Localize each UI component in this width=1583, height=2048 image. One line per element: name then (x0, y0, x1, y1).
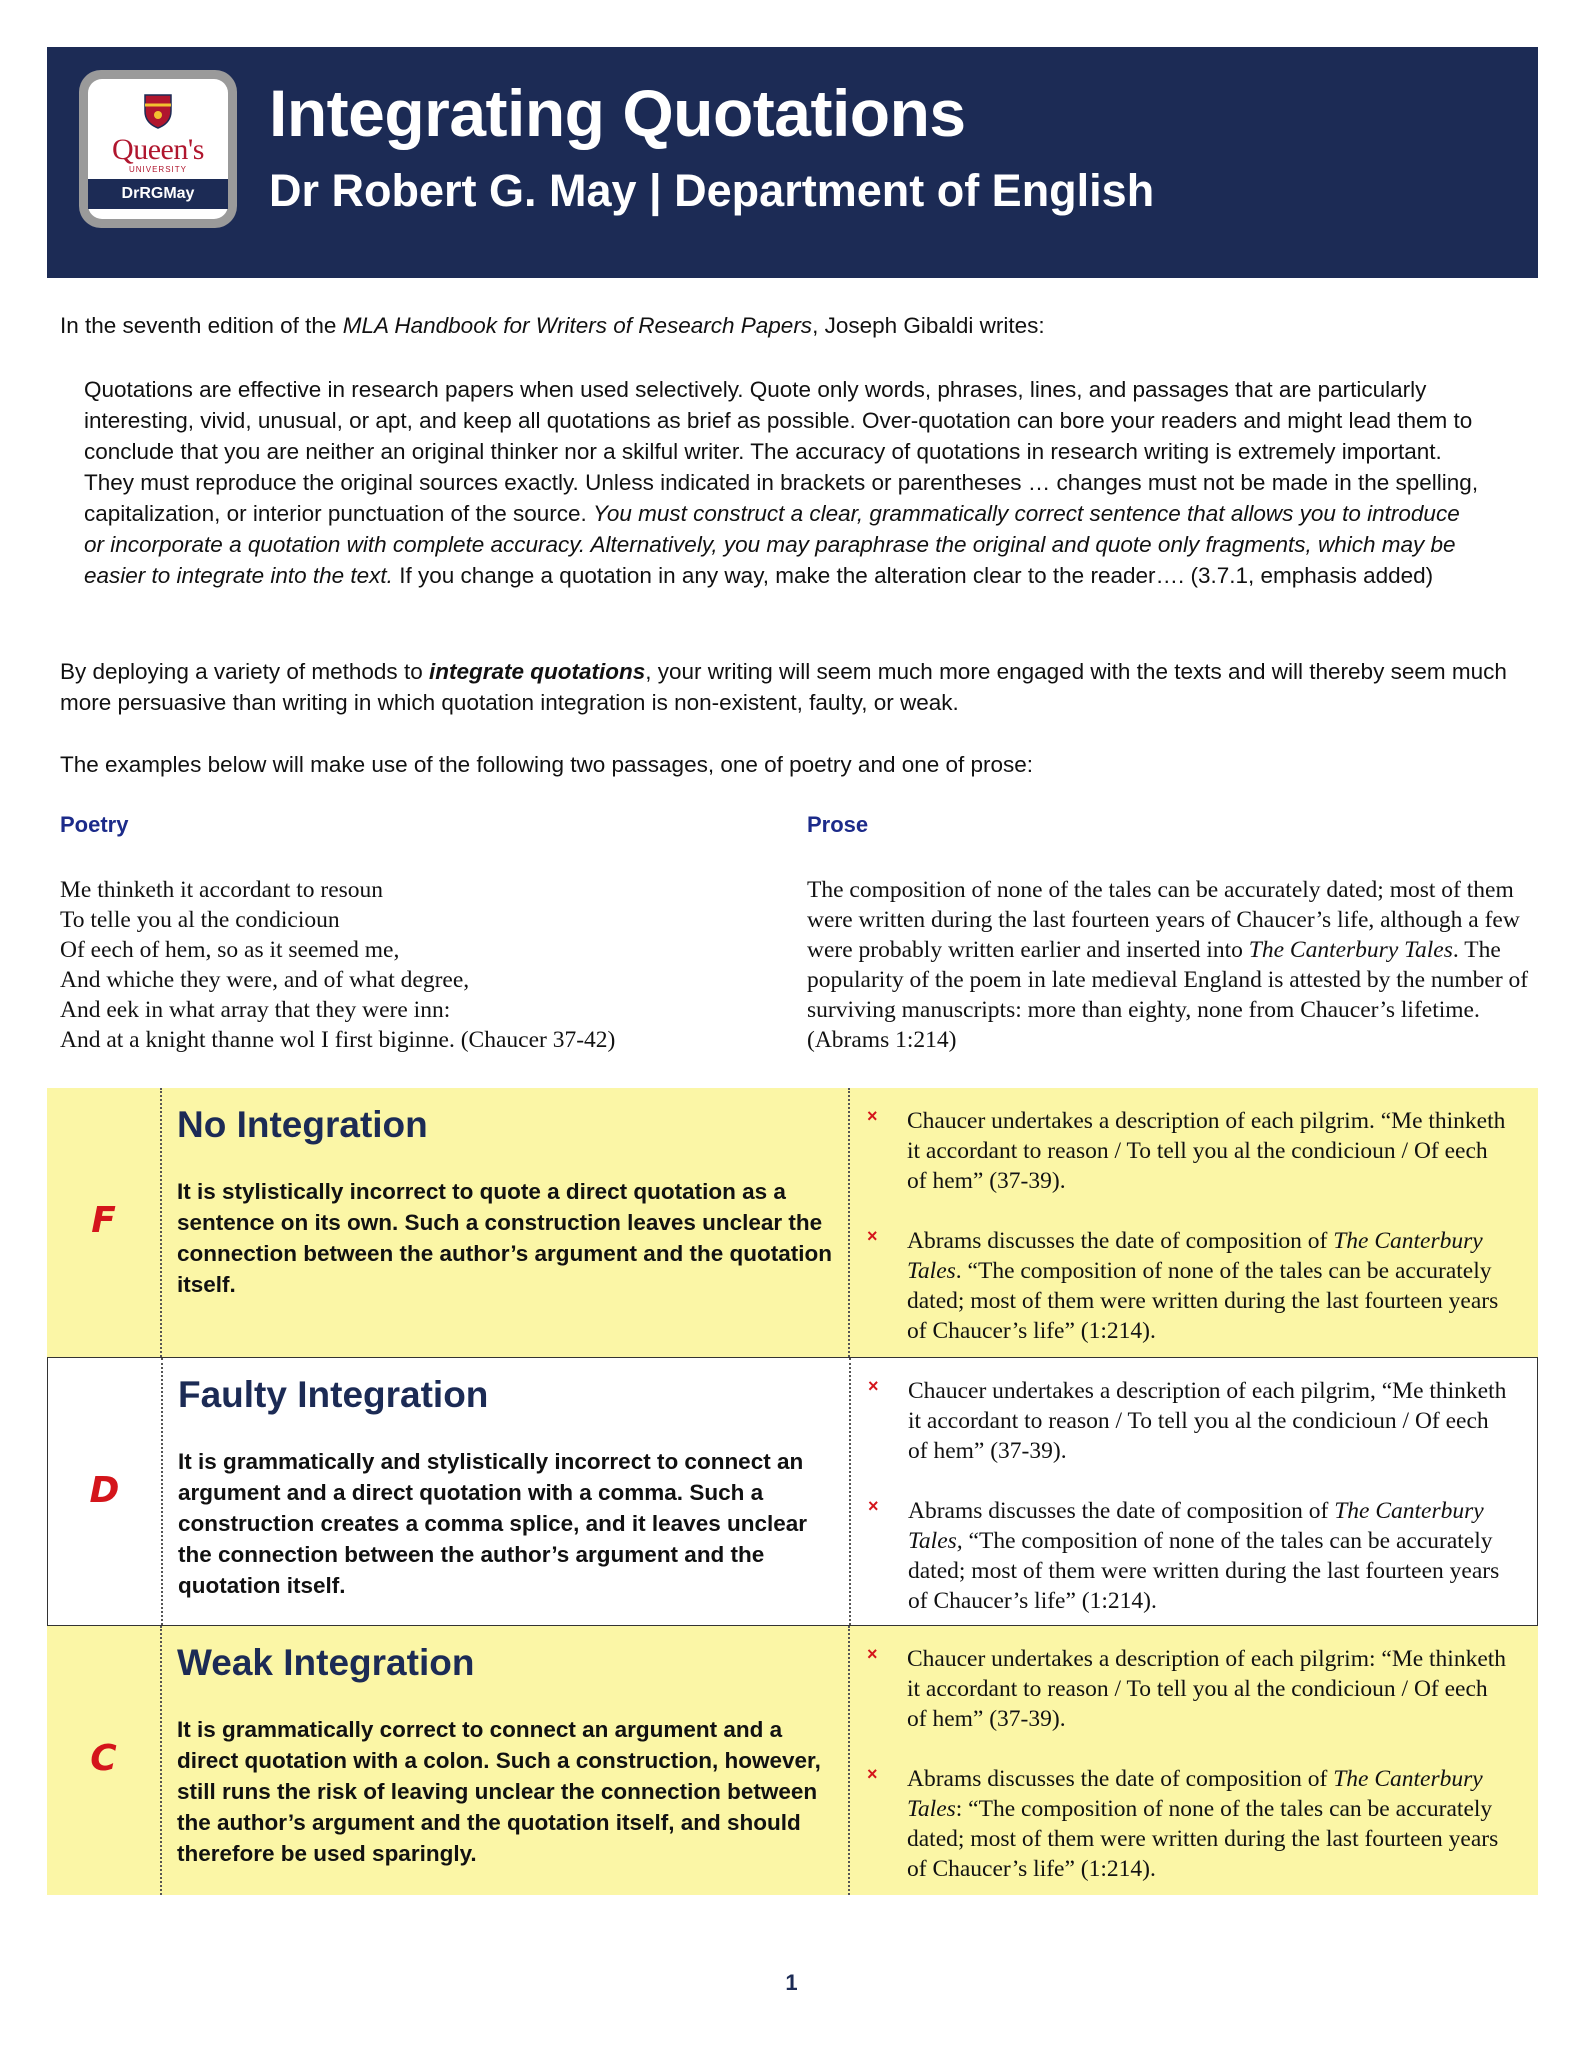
key-term: integrate quotations (428, 659, 646, 684)
row-title: Weak Integration (177, 1642, 475, 1683)
x-mark-icon: × (867, 1226, 878, 1246)
example-chaucer: Chaucer undertakes a description of each pilgrim: “Me thinketh it accordant to reason / To tell you al the condicioun / Of eech of hem” (37-39). (907, 1646, 1507, 1732)
poem-line: Of eech of hem, so as it seemed me, (60, 937, 400, 963)
page-subtitle: Dr Robert G. May | Department of English (269, 165, 1155, 216)
poem-line: And at a knight thanne wol I first biginne. (Chaucer 37-42) (60, 1027, 616, 1053)
example-abrams: Abrams discusses the date of composition of The Canterbury Tales: “The composition of none of the tales can be accurately dated; most of them were written during the last fourteen years of Chaucer’s life” (1:214). (907, 1766, 1499, 1882)
book-title: MLA Handbook for Writers of Research Papers (342, 313, 813, 338)
poem-line: And eek in what array that they were inn: (60, 997, 451, 1023)
grade-f: F (91, 1200, 116, 1241)
poetry-heading: Poetry (60, 812, 129, 837)
logo-wordmark: Queen's (112, 133, 204, 166)
x-mark-icon: × (868, 1496, 879, 1516)
queens-logo (79, 70, 237, 228)
logo-handle: DrRGMay (88, 179, 228, 209)
page-title: Integrating Quotations (269, 76, 966, 150)
row-description: It is stylistically incorrect to quote a direct quotation as a sentence on its own. Such a construction leaves unclear the connection between the author’s argument and the quotation itself. (177, 1179, 833, 1297)
poem-line: To telle you al the condicioun (60, 907, 340, 933)
deploy-paragraph: By deploying a variety of methods to integrate quotations, your writing will seem much more engaged with the texts and will thereby seem much more persuasive than writing in which quotation integration is non-existent, faulty, or weak. (60, 659, 1507, 715)
example-chaucer: Chaucer undertakes a description of each pilgrim, “Me thinketh it accordant to reason / To tell you al the condicioun / Of eech of hem” (37-39). (908, 1378, 1507, 1464)
row-title: Faulty Integration (178, 1374, 489, 1415)
prose-heading: Prose (807, 812, 869, 837)
crest-icon (143, 93, 173, 129)
poem-line: And whiche they were, and of what degree, (60, 967, 470, 993)
example-chaucer: Chaucer undertakes a description of each pilgrim. “Me thinketh it accordant to reason / To tell you al the condicioun / Of eech of hem” (37-39). (907, 1108, 1506, 1194)
header-banner (47, 47, 1538, 278)
integration-row-f (47, 1088, 1538, 1357)
block-quote: Quotations are effective in research papers when used selectively. Quote only words, phrases, lines, and passages that are particularly interesting, vivid, unusual, or apt, and keep all quotations as brief as possible. Over-quotation can bore your readers and might lead them to conclude that you are neither an original thinker nor a skilful writer. The accuracy of quotations in research writing is extremely important. They must reproduce the original sources exactly. Unless indicated in brackets or parentheses … changes must not be made in the spelling, capitalization, or interior punctuation of the source. You must construct a clear, grammatically correct sentence that allows you to introduce or incorporate a quotation with complete accuracy. Alternatively, you may paraphrase the original and quote only fragments, which may be easier to integrate into the text. If you change a quotation in any way, make the alteration clear to the reader…. (3.7.1, emphasis added) (84, 377, 1479, 588)
row-description: It is grammatically and stylistically incorrect to connect an argument and a direct quotation with a comma. Such a construction creates a comma splice, and it leaves unclear the connection between the author’s argument and the quotation itself. (178, 1449, 808, 1598)
x-mark-icon: × (867, 1764, 878, 1784)
example-abrams: Abrams discusses the date of composition of The Canterbury Tales, “The composition of none of the tales can be accurately dated; most of them were written during the last fourteen years of Chaucer’s life” (1:214). (908, 1498, 1500, 1614)
x-mark-icon: × (868, 1376, 879, 1396)
x-mark-icon: × (867, 1106, 878, 1126)
integration-row-d (47, 1357, 1538, 1626)
examples-intro: The examples below will make use of the following two passages, one of poetry and one of prose: (60, 752, 1034, 777)
intro-paragraph: In the seventh edition of the MLA Handbook for Writers of Research Papers, Joseph Gibaldi writes: (60, 313, 1045, 338)
grade-d: D (89, 1470, 120, 1511)
poem-line: Me thinketh it accordant to resoun (60, 877, 384, 903)
row-title: No Integration (177, 1104, 428, 1145)
integration-row-c (47, 1626, 1538, 1895)
poetry-passage (60, 875, 760, 1055)
logo-subtext: UNIVERSITY (128, 165, 187, 174)
example-abrams: Abrams discusses the date of composition of The Canterbury Tales. “The composition of none of the tales can be accurately dated; most of them were written during the last fourteen years of Chaucer’s life” (1:214). (907, 1228, 1499, 1344)
x-mark-icon: × (867, 1644, 878, 1664)
prose-book-title: The Canterbury Tales (1248, 937, 1453, 963)
prose-passage: The composition of none of the tales can be accurately dated; most of them were written during the last fourteen years of Chaucer’s life, although a few were probably written earlier and inserted into The Canterbury Tales. The popularity of the poem in late medieval England is attested by the number of surviving manuscripts: more than eighty, none from Chaucer’s lifetime. (Abrams 1:214) (807, 877, 1529, 1053)
row-description: It is grammatically correct to connect an argument and a direct quotation with a colon. Such a construction, however, still runs the risk of leaving unclear the connection between the author’s argument and the quotation itself, and should therefore be used sparingly. (177, 1717, 821, 1866)
page-number: 1 (785, 1970, 798, 1995)
grade-c: C (90, 1738, 117, 1779)
quote-emphasis: You must construct a clear, grammatically correct sentence that allows you to introduce or incorporate a quotation with complete accuracy. Alternatively, you may paraphrase the original and quote only fragments, which may be easier to integrate into the text. (84, 501, 1460, 588)
